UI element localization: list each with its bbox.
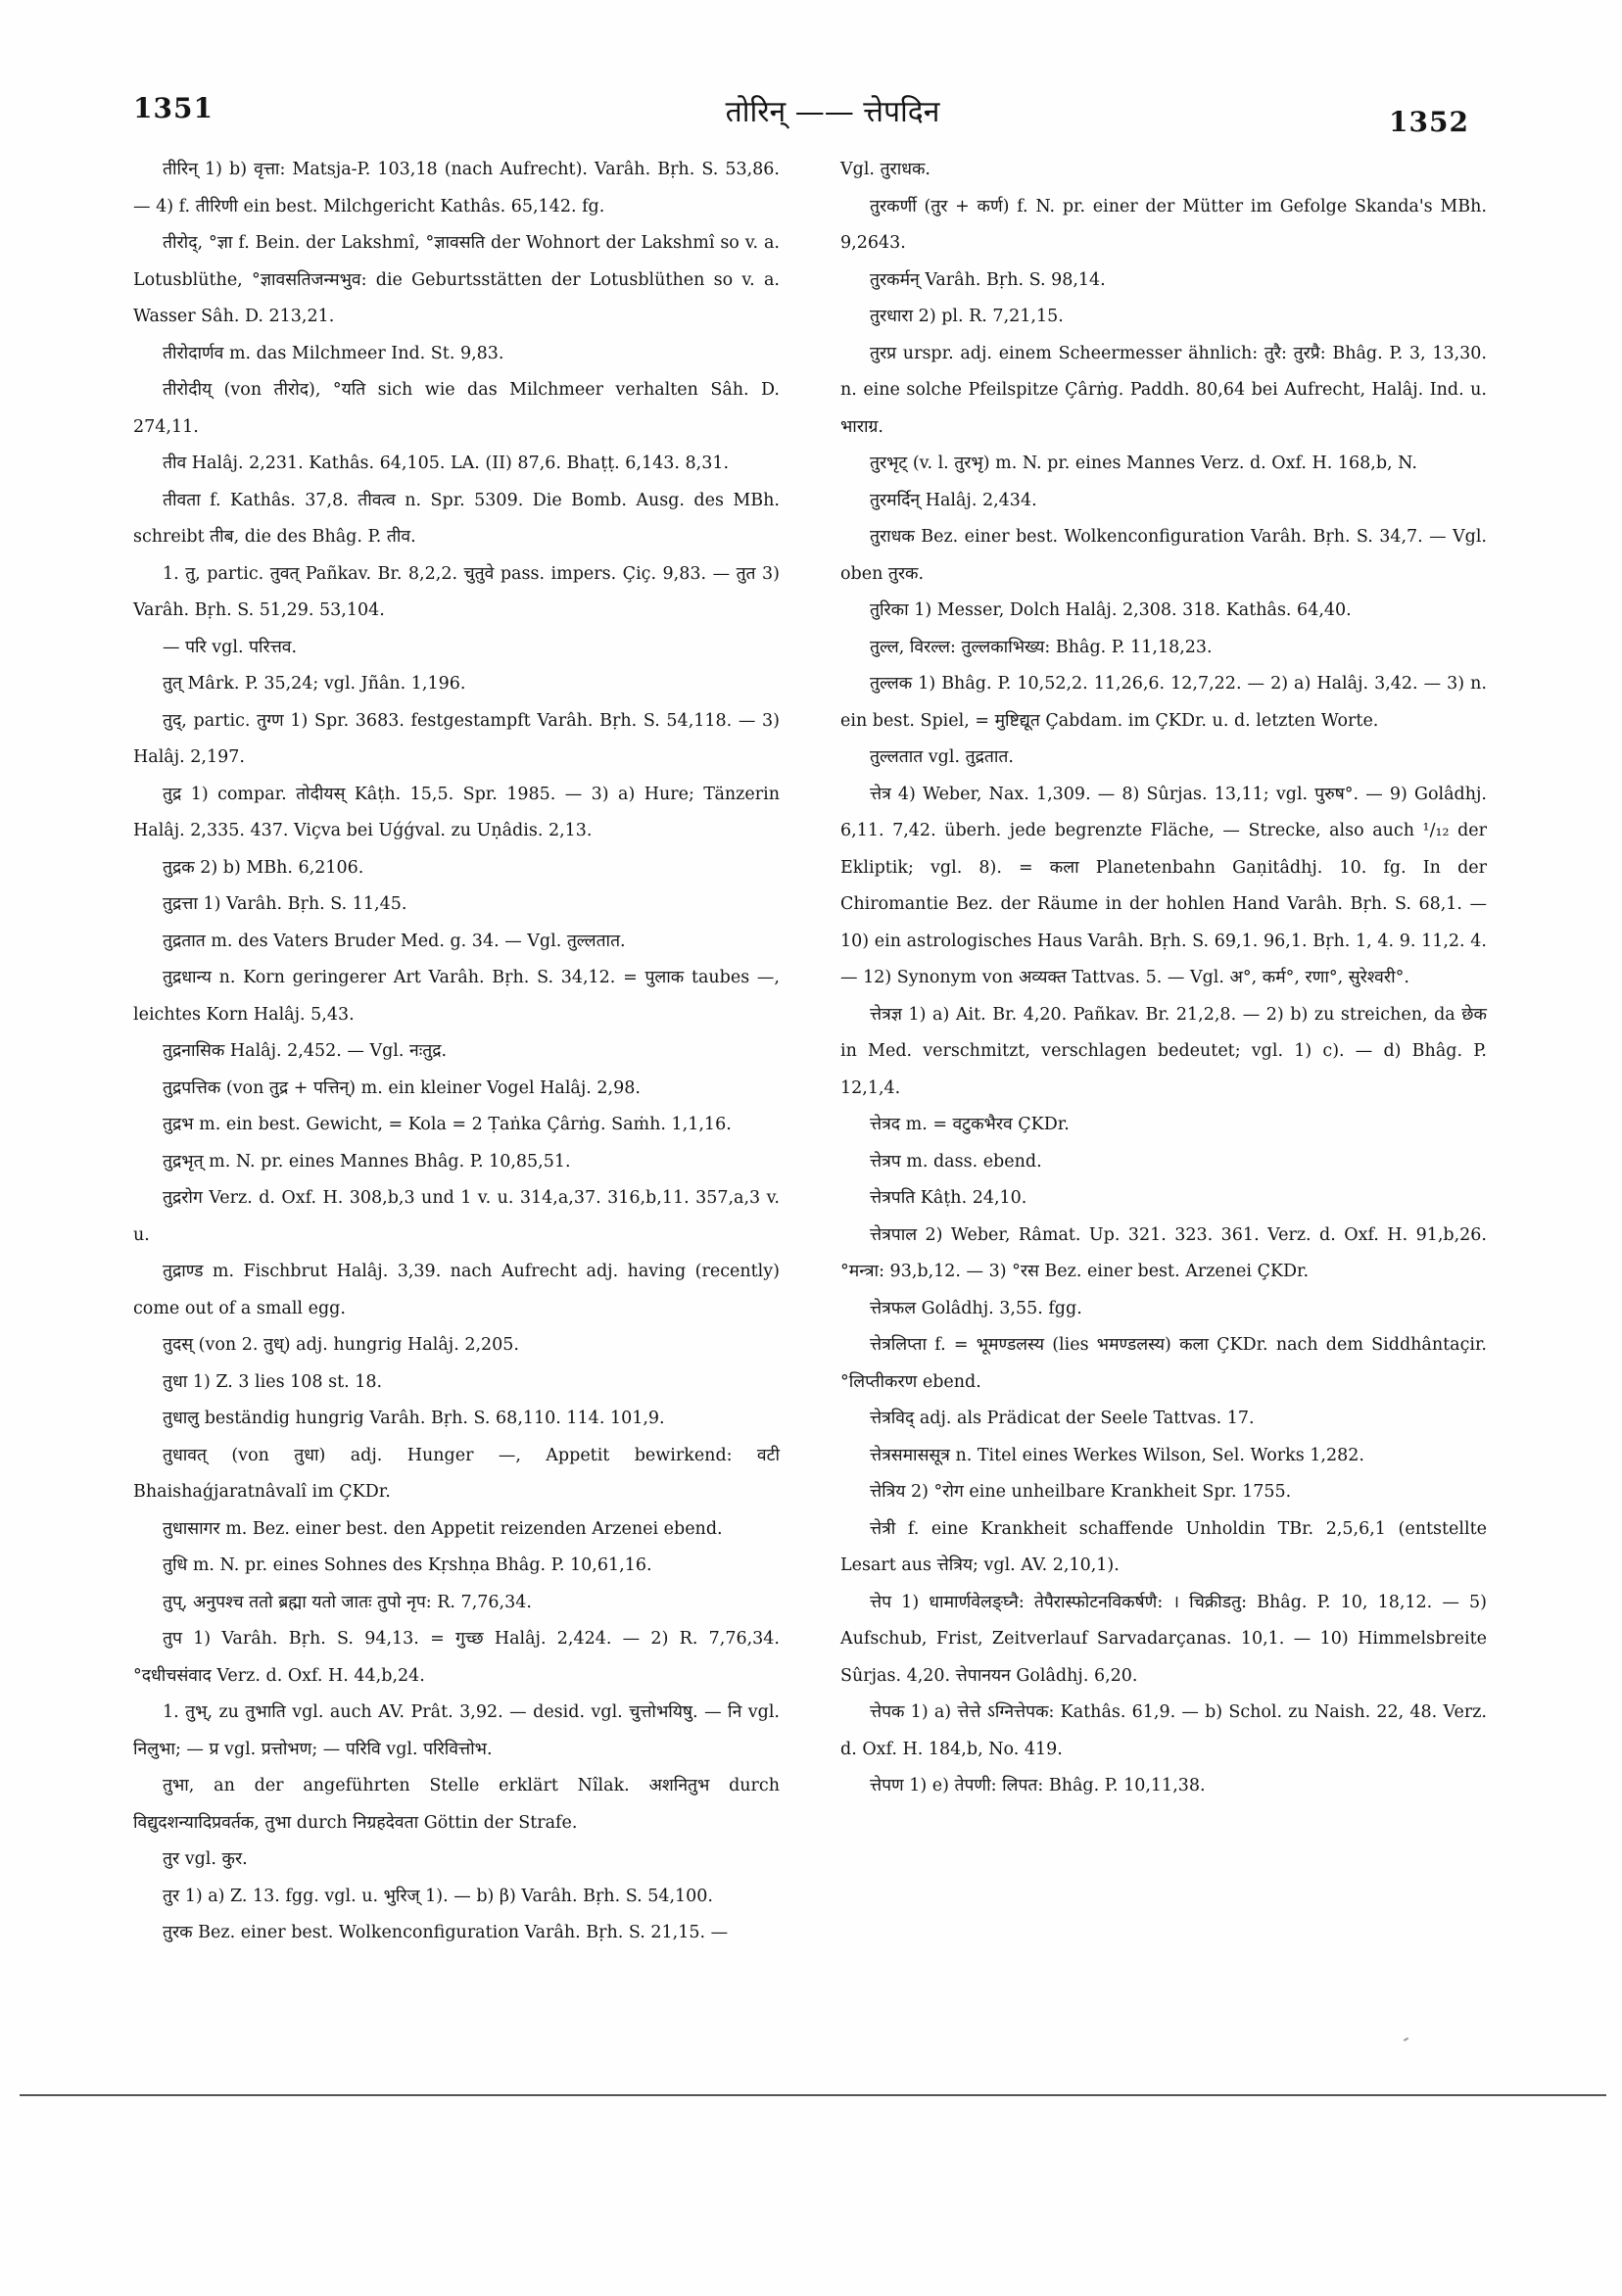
dictionary-entry: तुधालु beständig hungrig Varâh. Bṛh. S. 68,110. 114. 101,9. [163, 1409, 665, 1428]
dictionary-entry: तुदस् (von 2. तुध्) adj. hungrig Halâj. 2,205. [163, 1335, 519, 1355]
dictionary-entry: तुद्रधान्य n. Korn geringerer Art Varâh. Bṛh. S. 34,12. = पुलाक taubes —, leichtes Korn Halâj. 5,43. [133, 968, 780, 1025]
dictionary-entry: तुरक Bez. einer best. Wolkenconfiguration Varâh. Bṛh. S. 21,15. — [163, 1923, 729, 1942]
page-number-right: 1352 [1389, 106, 1469, 138]
dictionary-entry: तुधा 1) Z. 3 lies 108 st. 18. [163, 1371, 383, 1392]
dictionary-entry: त्तेपक 1) a) त्तेत्ते ऽग्नित्तेपक: Kathâs. 61,9. — b) Schol. zu Naish. 22, 48. Verz. d. Oxf. H. 184,b, No. 419. [840, 1702, 1487, 1759]
dictionary-entry: तुत् Mârk. P. 35,24; vgl. Jñân. 1,196. [163, 674, 466, 694]
dictionary-entry: तुल्लतात vgl. तुद्रतात. [870, 747, 1014, 767]
dictionary-entry: तुरधारा 2) pl. R. 7,21,15. [870, 307, 1064, 326]
dictionary-entry: तुर vgl. कुर. [163, 1849, 248, 1869]
dictionary-entry: Vgl. तुराधक. [840, 160, 930, 179]
dictionary-entry: तुद्रतात m. des Vaters Bruder Med. g. 34. — Vgl. तुल्लतात. [163, 931, 626, 951]
dictionary-entry: तुल्लक 1) Bhâg. P. 10,52,2. 11,26,6. 12,7,22. — 2) a) Halâj. 3,42. — 3) n. ein best. Spiel, = मुष्टिद्यूत Çabdam. im ÇKDr. u. d. letzten Worte. [840, 674, 1487, 731]
dictionary-entry: तुद्राण्ड m. Fischbrut Halâj. 3,39. nach Aufrecht adj. having (recently) come out of a small egg. [133, 1262, 780, 1318]
right-column [840, 152, 1487, 1805]
dictionary-entry: त्तेपण 1) e) तेपणी: लिपत: Bhâg. P. 10,11,38. [870, 1776, 1206, 1795]
dictionary-entry: त्तेत्रफल Golâdhj. 3,55. fgg. [870, 1298, 1082, 1318]
dictionary-entry: तुद्, partic. तुग्ण 1) Spr. 3683. festgestampft Varâh. Bṛh. S. 54,118. — 3) Halâj. 2,197. [133, 710, 780, 767]
dictionary-entry: त्तेप 1) धामार्णवेलङ्घ्नै: तेपैरास्फोटनविकर्षणै: । चिक्रीडतु: Bhâg. P. 10, 18,12. — 5) Aufschub, Frist, Zeitverlauf Sarvadarçanas. 10,1. — 10) Himmelsbreite Sûrjas. 4,20. त्तेपानयन Golâdhj. 6,20. [840, 1592, 1487, 1686]
page-number-left: 1351 [133, 92, 214, 124]
dictionary-entry: तुद्रत्ता 1) Varâh. Bṛh. S. 11,45. [163, 894, 407, 914]
dictionary-entry: तुभा, an der angeführten Stelle erklärt Nîlak. अशनितुभ durch विद्युदशन्यादिप्रवर्तक, तुभा durch निग्रहदेवता Göttin der Strafe. [133, 1776, 780, 1833]
dictionary-entry: त्तेत्रपति Kâṭh. 24,10. [870, 1188, 1027, 1208]
dictionary-entry: त्तेत्रपाल 2) Weber, Râmat. Up. 321. 323. 361. Verz. d. Oxf. H. 91,b,26. °मन्त्रा: 93,b,12. — 3) °रस Bez. einer best. Arzenei ÇKDr. [840, 1224, 1487, 1281]
dictionary-entry: त्तेत्रलिप्ता f. = भूमण्डलस्य (lies भमण्डलस्य) कला ÇKDr. nach dem Siddhântaçir. °लिप्तीकरण ebend. [840, 1335, 1487, 1392]
dictionary-entry: तुल्ल, विरल्ल: तुल्लकाभिख्य: Bhâg. P. 11,18,23. [870, 637, 1213, 657]
dictionary-entry: तीरोदीय् (von तीरोद), °यति sich wie das Milchmeer verhalten Sâh. D. 274,11. [133, 380, 780, 437]
dictionary-entry: तुधि m. N. pr. eines Sohnes des Kṛshṇa Bhâg. P. 10,61,16. [163, 1555, 652, 1575]
dictionary-entry: त्तेत्री f. eine Krankheit schaffende Unholdin TBr. 2,5,6,1 (entstellte Lesart aus त्तेत्रिय; vgl. AV. 2,10,1). [840, 1518, 1487, 1575]
dictionary-entry: 1. तुभ्, zu तुभाति vgl. auch AV. Prât. 3,92. — desid. vgl. चुत्तोभयिषु. — नि vgl. निलुभा; — प्र vgl. प्रत्तोभण; — परिवि vgl. परिवित्तोभ. [133, 1702, 780, 1759]
dictionary-entry: तुद्रभ m. ein best. Gewicht, = Kola = 2 Ṭaṅka Çârṅg. Saṁh. 1,1,16. [163, 1115, 732, 1134]
print-speck [1404, 2037, 1408, 2041]
dictionary-entry: तुर 1) a) Z. 13. fgg. vgl. u. भुरिज् 1). — b) β) Varâh. Bṛh. S. 54,100. [163, 1886, 713, 1906]
dictionary-entry: तुद्रक 2) b) MBh. 6,2106. [163, 857, 364, 878]
left-column [133, 152, 780, 1952]
dictionary-entry: तुद्रभृत् m. N. pr. eines Mannes Bhâg. P. 10,85,51. [163, 1151, 571, 1172]
dictionary-entry: तुप 1) Varâh. Bṛh. S. 94,13. = गुच्छ Halâj. 2,424. — 2) R. 7,76,34. °दधीचसंवाद Verz. d. Oxf. H. 44,b,24. [133, 1629, 780, 1686]
dictionary-entry: तुराधक Bez. einer best. Wolkenconfiguration Varâh. Bṛh. S. 34,7. — Vgl. oben तुरक. [840, 527, 1487, 584]
dictionary-entry: त्तेत्र 4) Weber, Nax. 1,309. — 8) Sûrjas. 13,11; vgl. पुरुष°. — 9) Golâdhj. 6,11. 7,42. überh. jede begrenzte Fläche, — Strecke, also auch ¹/₁₂ der Ekliptik; vgl. 8). = कला Planetenbahn Gaṇitâdhj. 10. fg. In der Chiromantie Bez. der Räume in der hohlen Hand Varâh. Bṛh. S. 68,1. — 10) ein astrologisches Haus Varâh. Bṛh. S. 69,1. 96,1. Bṛh. 1, 4. 9. 11,2. 4. — 12) Synonym von अव्यक्त Tattvas. 5. — Vgl. अ°, कर्म°, रणा°, सुरेश्वरी°. [840, 784, 1487, 987]
dictionary-entry: तुद्ररोग Verz. d. Oxf. H. 308,b,3 und 1 v. u. 314,a,37. 316,b,11. 357,a,3 v. u. [133, 1188, 780, 1245]
dictionary-entry: — परि vgl. परित्तव. [163, 637, 298, 657]
dictionary-entry: तीरोद्, °ज्ञा f. Bein. der Lakshmî, °ज्ञावसति der Wohnort der Lakshmî so v. a. Lotusblüthe, °ज्ञावसतिजन्मभुव: die Geburtsstätten der Lotusblüthen so v. a. Wasser Sâh. D. 213,21. [133, 233, 780, 326]
page-header [0, 84, 1622, 143]
dictionary-entry: तुधासागर m. Bez. einer best. den Appetit reizenden Arzenei ebend. [163, 1518, 723, 1539]
dictionary-entry: तुप्, अनुपश्च ततो ब्रह्मा यतो जातः तुपो नृप: R. 7,76,34. [163, 1592, 532, 1612]
dictionary-entry: तीरिन् 1) b) वृत्ता: Matsja-P. 103,18 (nach Aufrecht). Varâh. Bṛh. S. 53,86. — 4) f. तीरिणी ein best. Milchgericht Kathâs. 65,142. fg. [133, 160, 780, 216]
bottom-rule [20, 2094, 1606, 2096]
dictionary-entry: त्तेत्रिय 2) °रोग eine unheilbare Krankheit Spr. 1755. [870, 1482, 1292, 1502]
dictionary-entry: तुरकर्मन् Varâh. Bṛh. S. 98,14. [870, 269, 1106, 290]
dictionary-entry: त्तेत्रज्ञ 1) a) Ait. Br. 4,20. Pañkav. Br. 21,2,8. — 2) b) zu streichen, da छेक in Med. verschmitzt, verschlagen bedeutet; vgl. 1) c). — d) Bhâg. P. 12,1,4. [840, 1004, 1487, 1098]
dictionary-entry: त्तेत्रप m. dass. ebend. [870, 1151, 1042, 1172]
running-title: तोरिन् —— त्तेपदिन [725, 95, 940, 129]
dictionary-entry: त्तेत्रविद् adj. als Prädicat der Seele Tattvas. 17. [870, 1409, 1255, 1428]
dictionary-entry: तुरप्र urspr. adj. einem Scheermesser ähnlich: तुरै: तुरप्रै: Bhâg. P. 3, 13,30. n. eine solche Pfeilspitze Çârṅg. Paddh. 80,64 bei Aufrecht, Halâj. Ind. u. भाराग्र. [840, 343, 1487, 437]
dictionary-entry: तीव Halâj. 2,231. Kathâs. 64,105. LA. (II) 87,6. Bhaṭṭ. 6,143. 8,31. [163, 454, 730, 473]
dictionary-entry: त्तेत्रसमाससूत्र n. Titel eines Werkes Wilson, Sel. Works 1,282. [870, 1445, 1364, 1465]
dictionary-entry: त्तेत्रद m. = वटुकभैरव ÇKDr. [870, 1115, 1070, 1134]
dictionary-entry: तुरमर्दिन् Halâj. 2,434. [870, 490, 1037, 510]
dictionary-entry: तुरकर्णी (तुर + कर्ण) f. N. pr. einer der Mütter im Gefolge Skanda's MBh. 9,2643. [840, 196, 1487, 253]
dictionary-entry: तीवता f. Kathâs. 37,8. तीवत्व n. Spr. 5309. Die Bomb. Ausg. des MBh. schreibt तीब, die des Bhâg. P. तीव. [133, 490, 780, 547]
dictionary-entry: तुद्र 1) compar. तोदीयस् Kâṭh. 15,5. Spr. 1985. — 3) a) Hure; Tänzerin Halâj. 2,335. 437. Viçva bei Uǵǵval. zu Uṇâdis. 2,13. [133, 784, 780, 840]
dictionary-entry: 1. तु, partic. तुवत् Pañkav. Br. 8,2,2. चुतुवे pass. impers. Çiç. 9,83. — तुत 3) Varâh. Bṛh. S. 51,29. 53,104. [133, 563, 780, 620]
dictionary-entry: तीरोदार्णव m. das Milchmeer Ind. St. 9,83. [163, 343, 504, 363]
dictionary-entry: तुरिका 1) Messer, Dolch Halâj. 2,308. 318. Kathâs. 64,40. [870, 600, 1352, 620]
dictionary-entry: तुरभृट् (v. l. तुरभृ) m. N. pr. eines Mannes Verz. d. Oxf. H. 168,b, N. [870, 454, 1417, 473]
dictionary-entry: तुद्रपत्तिक (von तुद्र + पत्तिन्) m. ein kleiner Vogel Halâj. 2,98. [163, 1077, 641, 1098]
dictionary-entry: तुद्रनासिक Halâj. 2,452. — Vgl. नःतुद्र. [163, 1041, 448, 1061]
dictionary-entry: तुधावत् (von तुधा) adj. Hunger —, Appetit bewirkend: वटी Bhaishaǵjaratnâvalî im ÇKDr. [133, 1445, 780, 1502]
